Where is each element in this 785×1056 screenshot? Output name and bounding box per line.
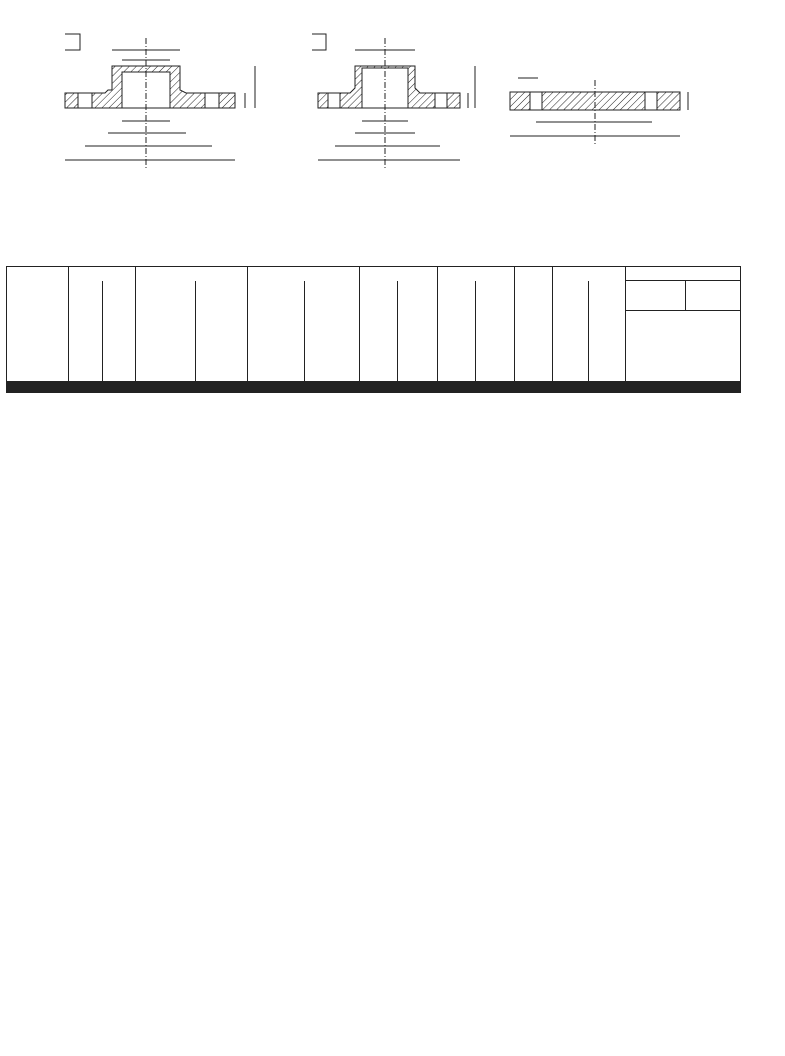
type-b-wnit [304, 311, 359, 381]
table-cell [195, 392, 247, 393]
bl-flange-diagram [500, 60, 700, 150]
type-subst-wn [625, 311, 740, 381]
table-cell [247, 392, 304, 393]
notes [8, 946, 748, 1035]
hdr-min [398, 281, 437, 311]
dimension-table [6, 266, 741, 393]
note-19 [8, 946, 748, 973]
hdr-chamfer [514, 267, 552, 281]
hdr-subst [625, 267, 740, 281]
table-cell [437, 392, 475, 393]
type-b-soh [247, 311, 304, 381]
table-cell [476, 392, 514, 393]
it-flange-diagram [300, 28, 500, 176]
note-20 [8, 978, 748, 1005]
table-cell [102, 392, 135, 393]
wn-flange-diagram [40, 28, 290, 176]
table-cell [304, 392, 359, 393]
table-cell [514, 392, 552, 393]
type-a-wn [195, 311, 247, 381]
type-c-lj [514, 311, 552, 381]
table-cell [69, 392, 102, 393]
hdr-total-length [437, 267, 514, 281]
hdr-unit-A [7, 311, 69, 381]
table-cell [625, 392, 685, 393]
table-row [7, 392, 741, 393]
table-body [7, 381, 741, 393]
hdr-hub-large [247, 267, 359, 281]
note-21 [8, 1008, 748, 1035]
type-except-bl [69, 311, 102, 381]
hdr-subst-taper [685, 281, 740, 311]
hdr-thickness [69, 267, 135, 281]
type-r-soh [553, 311, 589, 381]
type-T-wn [476, 311, 514, 381]
table-cell [135, 392, 195, 393]
table-cell [589, 392, 625, 393]
type-T-soh [437, 311, 475, 381]
type-bl [102, 311, 135, 381]
table-cell [359, 392, 397, 393]
table-cell [398, 392, 437, 393]
hdr-taper [359, 267, 437, 281]
hdr-subst-thick [625, 281, 685, 311]
type-x-wn [359, 311, 397, 381]
table-cell [7, 392, 69, 393]
hdr-nominal [7, 267, 69, 281]
type-x-it [398, 311, 437, 381]
table-cell [685, 392, 740, 393]
hdr-hub-small [135, 267, 247, 281]
table-cell [553, 392, 589, 393]
hdr-radius [553, 267, 626, 281]
type-r-wnit [589, 311, 625, 381]
type-a-soh [135, 311, 195, 381]
